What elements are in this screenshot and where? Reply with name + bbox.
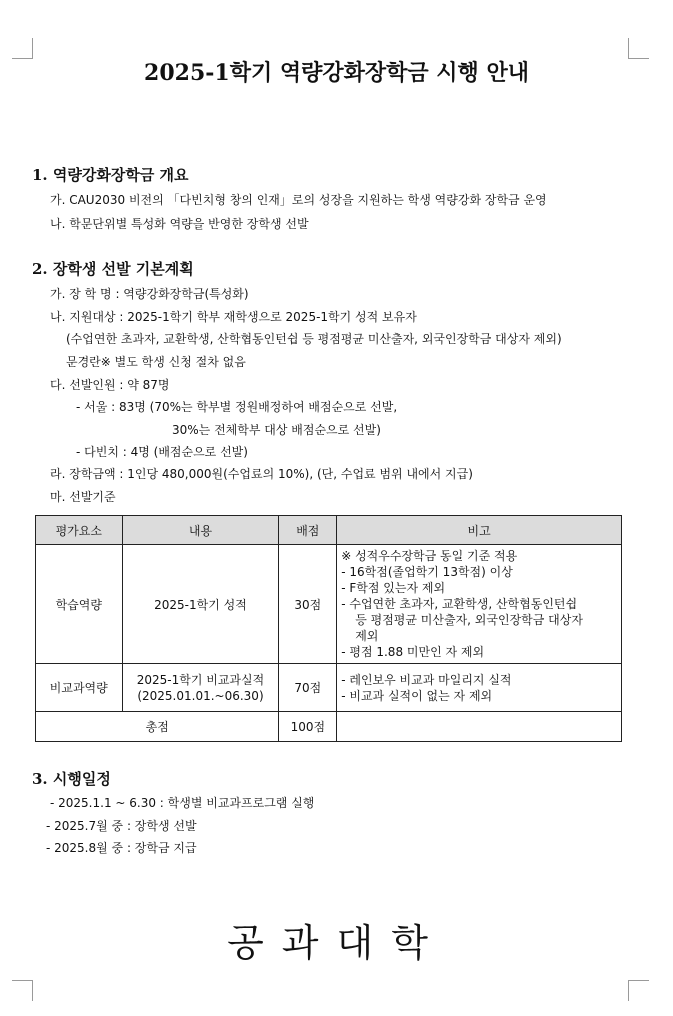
section-2-line: 라. 장학금액 : 1인당 480,000원(수업료의 10%), (단, 수업료 범위 내에서 지급): [50, 467, 473, 481]
table-cell-factor: 학습역량: [36, 545, 123, 664]
document-title: 2025-1학기 역량강화장학금 시행 안내: [144, 60, 529, 86]
note-line: - 레인보우 비교과 마일리지 실적: [341, 672, 512, 687]
content-line: (2025.01.01.~06.30): [137, 688, 264, 703]
note-line: 등 평점평균 미산출자, 외국인장학금 대상자: [355, 613, 583, 627]
section-2-line: 마. 선발기준: [50, 490, 116, 504]
table-header: 평가요소: [36, 516, 123, 545]
table-cell-score: 30점: [279, 545, 337, 664]
note-line: - F학점 있는자 제외: [341, 581, 446, 595]
content-line: 2025-1학기 비교과실적: [136, 672, 265, 687]
table-cell-content: 2025-1학기 성적: [122, 545, 279, 664]
schedule-line: - 2025.1.1 ~ 6.30 : 학생별 비교과프로그램 실행: [50, 796, 315, 810]
table-header-row: [36, 516, 622, 545]
crop-mark-bottom-right: [628, 980, 649, 1001]
schedule-line: - 2025.8월 중 : 장학금 지급: [46, 841, 197, 855]
section-1-item: 가. CAU2030 비전의 「다빈치형 창의 인재」로의 성장을 지원하는 학생 역량강화 장학금 운영: [50, 193, 547, 207]
table-header: 배점: [279, 516, 337, 545]
section-2-line: (수업연한 초과자, 교환학생, 산학협동인턴쉽 등 평점평균 미산출자, 외국인장학금 대상자 제외): [66, 332, 562, 346]
table-header: 내용: [122, 516, 279, 545]
note-line: ※ 성적우수장학금 동일 기준 적용: [341, 549, 518, 563]
selection-criteria-table: [35, 515, 622, 742]
table-header: 비고: [337, 516, 622, 545]
table-total-score: 100점: [279, 712, 337, 742]
section-1-item: 나. 학문단위별 특성화 역량을 반영한 장학생 선발: [50, 217, 309, 231]
section-2-line: - 다빈치 : 4명 (배점순으로 선발): [76, 445, 248, 459]
table-row: [36, 664, 622, 712]
note-line: - 16학점(졸업학기 13학점) 이상: [341, 565, 513, 579]
section-2-line: 나. 지원대상 : 2025-1학기 학부 재학생으로 2025-1학기 성적 보유자: [50, 310, 417, 324]
table-total-empty: [337, 712, 622, 742]
section-2-line: 30%는 전체학부 대상 배점순으로 선발): [172, 423, 381, 437]
note-line: - 비교과 실적이 없는 자 제외: [341, 688, 493, 703]
table-total-label: 총점: [36, 712, 279, 742]
section-2-heading: 2. 장학생 선발 기본계획: [32, 260, 194, 278]
section-1-heading: 1. 역량강화장학금 개요: [32, 166, 189, 184]
section-2-line: 가. 장 학 명 : 역량강화장학금(특성화): [50, 287, 249, 301]
crop-mark-bottom-left: [12, 980, 33, 1001]
table-cell-notes: [337, 664, 622, 712]
table-cell-notes: [337, 545, 622, 664]
table-row: [36, 545, 622, 664]
section-3-heading: 3. 시행일정: [32, 770, 111, 788]
section-2-line: - 서울 : 83명 (70%는 학부별 정원배정하여 배점순으로 선발,: [76, 400, 398, 414]
issuer-name: 공과대학: [227, 921, 446, 965]
note-line: - 평점 1.88 미만인 자 제외: [341, 645, 485, 659]
schedule-line: - 2025.7월 중 : 장학생 선발: [46, 819, 197, 833]
note-line: 제외: [355, 629, 379, 643]
section-2-line: 다. 선발인원 : 약 87명: [50, 378, 170, 392]
table-total-row: [36, 712, 622, 742]
note-line: - 수업연한 초과자, 교환학생, 산학협동인턴쉽: [341, 597, 578, 611]
table-cell-content: [122, 664, 279, 712]
table-cell-score: 70점: [279, 664, 337, 712]
section-2-line: 문경란※ 별도 학생 신청 절차 없음: [66, 355, 246, 369]
table-cell-factor: 비교과역량: [36, 664, 123, 712]
